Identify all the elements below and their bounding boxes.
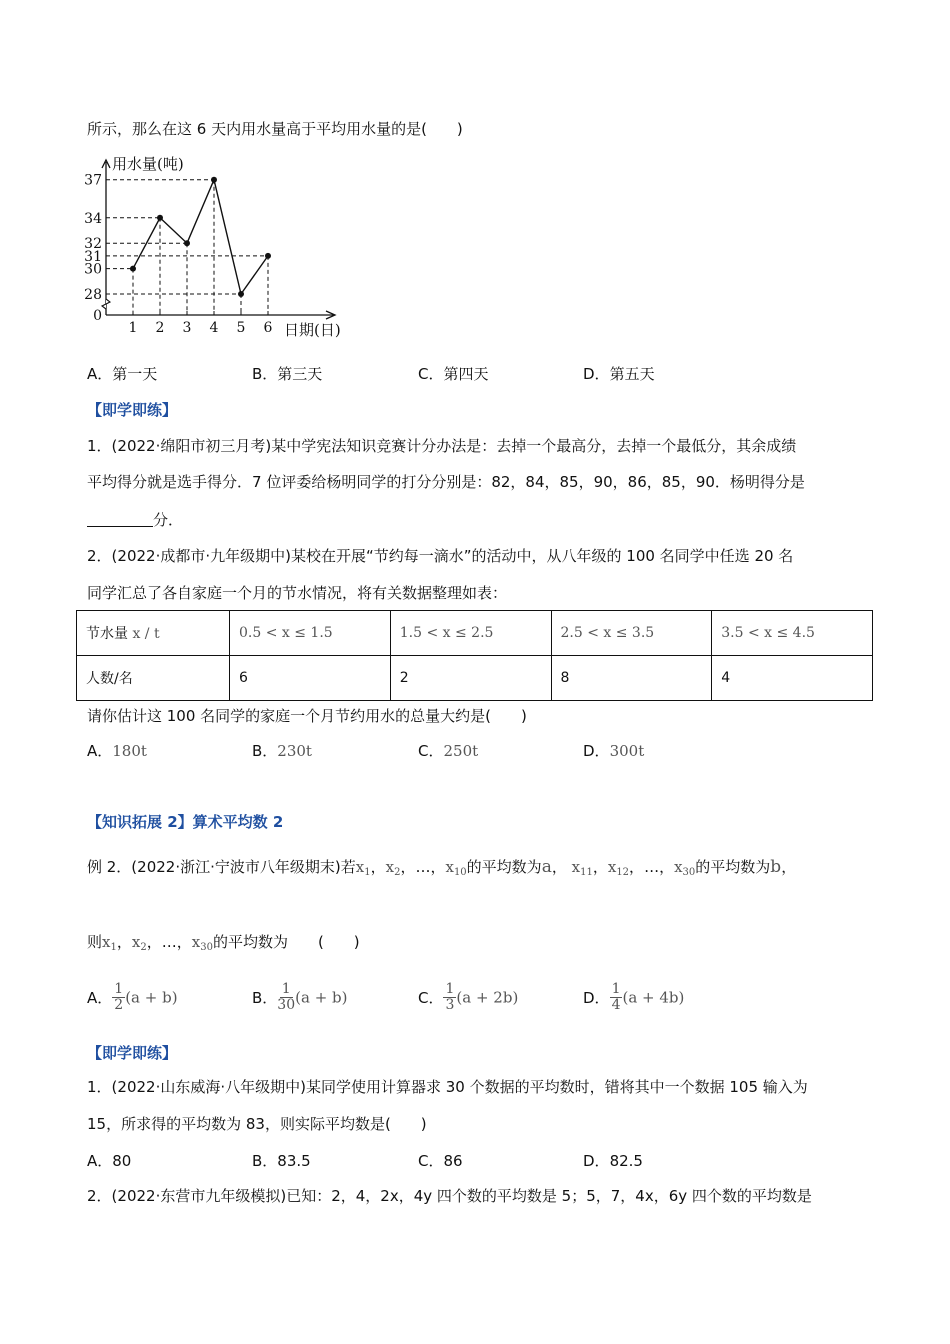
text-average-is: 的平均数为 ( ) <box>212 933 360 951</box>
separator: ， <box>400 858 416 876</box>
option-b[interactable] <box>252 740 312 761</box>
p1-q2-line3: 请你估计这 100 名同学的家庭一个月节约用水的总量大约是( ) <box>87 707 527 725</box>
practice-heading-2: 【即学即练】 <box>87 1044 178 1062</box>
option-text: 250t <box>443 742 479 760</box>
option-letter: B． <box>252 989 278 1007</box>
var-letter: x <box>607 858 617 876</box>
denominator: 2 <box>114 997 124 1013</box>
p1-q1-line3 <box>87 509 183 530</box>
option-text: 第四天 <box>443 365 489 383</box>
ellipsis: … <box>415 858 431 876</box>
data-point <box>238 291 244 297</box>
option-letter: D． <box>583 365 610 383</box>
option-c[interactable] <box>418 363 489 384</box>
table-cell: 1.5 < x ≤ 2.5 <box>390 611 551 656</box>
option-text: 300t <box>609 742 645 760</box>
option-expression: (a + 2b) <box>456 988 519 1007</box>
var-x1 <box>356 858 371 876</box>
var-x30 <box>192 933 213 951</box>
option-letter: B． <box>252 742 278 760</box>
option-d[interactable] <box>583 363 655 384</box>
var-subscript: 2 <box>394 867 401 878</box>
option-letter: A． <box>87 1152 113 1170</box>
x-tick-label: 5 <box>236 320 246 336</box>
var-letter: x <box>445 858 454 876</box>
y-tick-label: 32 <box>84 236 102 253</box>
option-a[interactable] <box>87 740 147 761</box>
var-subscript: 2 <box>140 942 147 953</box>
question-intro-line: 所示，那么在这 6 天内用水量高于平均用水量的是( ) <box>87 120 463 138</box>
p1-q2-line2: 同学汇总了各自家庭一个月的节水情况，将有关数据整理如表： <box>87 584 508 602</box>
option-a[interactable] <box>87 363 157 384</box>
example-prefix: 例 2．(2022·浙江·宁波市八年级期末)若 <box>87 858 356 876</box>
denominator: 4 <box>611 997 621 1013</box>
option-text: 83.5 <box>277 1152 311 1170</box>
var-letter: x <box>355 858 365 876</box>
table-cell <box>77 611 230 656</box>
option-text: 第五天 <box>609 365 655 383</box>
table-cell: 3.5 < x ≤ 4.5 <box>712 611 873 656</box>
option-text: 180t <box>112 742 147 760</box>
table-cell: 6 <box>230 656 391 701</box>
separator: ， <box>659 858 675 876</box>
option-b[interactable] <box>252 363 322 384</box>
table-row <box>77 611 873 656</box>
denominator: 30 <box>277 997 296 1013</box>
section-heading: 【知识拓展 2】算术平均数 2 <box>87 813 284 831</box>
option-text: 80 <box>112 1152 132 1170</box>
denominator: 3 <box>445 997 455 1013</box>
y-tick-label: 34 <box>84 210 102 227</box>
var-subscript: 10 <box>453 867 467 878</box>
separator: ， <box>146 933 162 951</box>
p1-q1-line1: 1．(2022·绵阳市初三月考)某中学宪法知识竞赛计分办法是：去掉一个最高分，去掉一个最低分，其余成绩 <box>87 437 797 455</box>
var-subscript: 12 <box>616 867 630 878</box>
option-b[interactable] <box>252 982 347 1013</box>
var-subscript: 30 <box>682 867 696 878</box>
ellipsis: … <box>644 858 660 876</box>
option-text: 86 <box>443 1152 463 1170</box>
x-tick-label: 3 <box>182 320 192 336</box>
numerator: 1 <box>611 981 621 997</box>
fraction <box>112 982 125 1013</box>
option-letter: D． <box>583 1152 610 1170</box>
option-text: 第三天 <box>277 365 323 383</box>
table-cell: 8 <box>551 656 712 701</box>
x-tick-label: 6 <box>263 320 273 336</box>
option-letter: C． <box>418 365 444 383</box>
fraction <box>610 982 623 1013</box>
water-saving-table <box>76 610 873 701</box>
option-d[interactable] <box>583 982 684 1013</box>
water-usage-line-chart <box>80 150 370 350</box>
table-cell: 2.5 < x ≤ 3.5 <box>551 611 712 656</box>
var-letter: x <box>191 933 201 951</box>
separator: ， <box>629 858 645 876</box>
var-x10 <box>445 858 466 876</box>
row-label: 节水量 <box>86 626 128 642</box>
p1-q1-line2: 平均得分就是选手得分．7 位评委给杨明同学的打分分别是：82，84，85，90，86，85，90．杨明得分是 <box>87 473 805 491</box>
data-point <box>157 215 163 221</box>
numerator: 1 <box>114 981 124 997</box>
var-letter: x <box>102 933 111 951</box>
text-average-is: 的平均数为 <box>695 858 771 876</box>
text-average-is: 的平均数为 <box>466 858 542 876</box>
series-line <box>133 180 268 294</box>
option-letter: A． <box>87 365 113 383</box>
option-letter: D． <box>583 742 610 760</box>
table-cell: 2 <box>390 656 551 701</box>
option-letter: A． <box>87 742 113 760</box>
var-letter: x <box>131 933 141 951</box>
var-letter: x <box>674 858 683 876</box>
y-tick-label: 28 <box>84 287 102 303</box>
numerator: 1 <box>445 981 455 997</box>
option-letter: B． <box>252 365 278 383</box>
y-tick-label: 0 <box>93 308 102 324</box>
example-2-line2 <box>87 931 360 953</box>
y-tick-label: 37 <box>84 172 102 189</box>
var-x11 <box>572 858 593 876</box>
option-expression: (a + b) <box>295 988 348 1007</box>
var-x12 <box>608 858 629 876</box>
example-2-line1 <box>87 856 796 878</box>
data-point <box>211 177 217 183</box>
option-text: 230t <box>277 742 312 760</box>
var-a: a <box>541 857 552 877</box>
option-letter: C． <box>418 1152 444 1170</box>
separator: ， <box>551 858 567 876</box>
ellipsis: … <box>161 933 177 951</box>
option-letter: C． <box>418 742 444 760</box>
fraction <box>443 982 456 1013</box>
separator: ， <box>430 858 446 876</box>
table-cell: 4 <box>712 656 873 701</box>
option-d[interactable] <box>583 740 644 761</box>
separator: ， <box>592 858 608 876</box>
y-axis-label: 用水量(吨) <box>112 155 184 173</box>
var-subscript: 1 <box>364 867 371 878</box>
var-letter: x <box>571 858 581 876</box>
option-letter: C． <box>418 989 444 1007</box>
option-a[interactable] <box>87 982 178 1013</box>
option-c[interactable] <box>418 740 478 761</box>
var-subscript: 1 <box>110 942 117 953</box>
option-text: 82.5 <box>609 1152 643 1170</box>
var-subscript: 11 <box>580 867 593 878</box>
table-cell: 0.5 < x ≤ 1.5 <box>230 611 391 656</box>
option-letter: B． <box>252 1152 278 1170</box>
p1-q1-suffix: 分． <box>153 511 184 529</box>
option-a[interactable] <box>87 1150 131 1171</box>
var-letter: x <box>385 858 395 876</box>
practice-heading-1: 【即学即练】 <box>87 401 178 419</box>
numerator: 1 <box>281 981 291 997</box>
y-tick-label: 30 <box>84 261 102 278</box>
x-tick-label: 2 <box>155 320 165 336</box>
option-c[interactable] <box>418 982 518 1013</box>
separator: ， <box>781 858 797 876</box>
x-tick-label: 1 <box>128 320 138 336</box>
data-point <box>265 253 271 259</box>
unit-label: x / t <box>132 626 160 642</box>
separator: ， <box>176 933 192 951</box>
text-then: 则 <box>87 933 103 951</box>
option-b[interactable] <box>252 1150 311 1171</box>
option-expression: (a + b) <box>125 988 178 1007</box>
p2-q1-line1: 1．(2022·山东威海·八年级期中)某同学使用计算器求 30 个数据的平均数时，错将其中一个数据 105 输入为 <box>87 1078 808 1096</box>
option-letter: D． <box>583 989 610 1007</box>
data-point <box>184 240 190 246</box>
option-text: 第一天 <box>112 365 158 383</box>
var-x2 <box>386 858 401 876</box>
option-expression: (a + 4b) <box>622 988 685 1007</box>
y-tick-label: 31 <box>84 248 102 265</box>
option-d[interactable] <box>583 1150 643 1171</box>
var-x1 <box>102 933 117 951</box>
var-x30 <box>674 858 695 876</box>
p2-q1-line2: 15，所求得的平均数为 83，则实际平均数是( ) <box>87 1115 427 1133</box>
p1-q2-line1: 2．(2022·成都市·九年级期中)某校在开展“节约每一滴水”的活动中，从八年级的 100 名同学中任选 20 名 <box>87 547 794 565</box>
fraction <box>277 982 295 1013</box>
separator: ， <box>116 933 132 951</box>
option-c[interactable] <box>418 1150 463 1171</box>
var-b: b <box>770 857 782 877</box>
p2-q2-line1: 2．(2022·东营市九年级模拟)已知：2，4，2x，4y 四个数的平均数是 5；5，7，4x，6y 四个数的平均数是 <box>87 1187 812 1205</box>
axis-break <box>102 299 110 309</box>
data-point <box>130 266 136 272</box>
table-row <box>77 656 873 701</box>
var-subscript: 30 <box>200 942 213 953</box>
x-axis-label: 日期(日) <box>284 321 341 339</box>
answer-blank[interactable] <box>87 512 153 527</box>
x-tick-label: 4 <box>209 320 219 336</box>
var-x2 <box>132 933 147 951</box>
separator: ， <box>370 858 386 876</box>
option-letter: A． <box>87 989 113 1007</box>
table-cell: 人数/名 <box>77 656 230 701</box>
